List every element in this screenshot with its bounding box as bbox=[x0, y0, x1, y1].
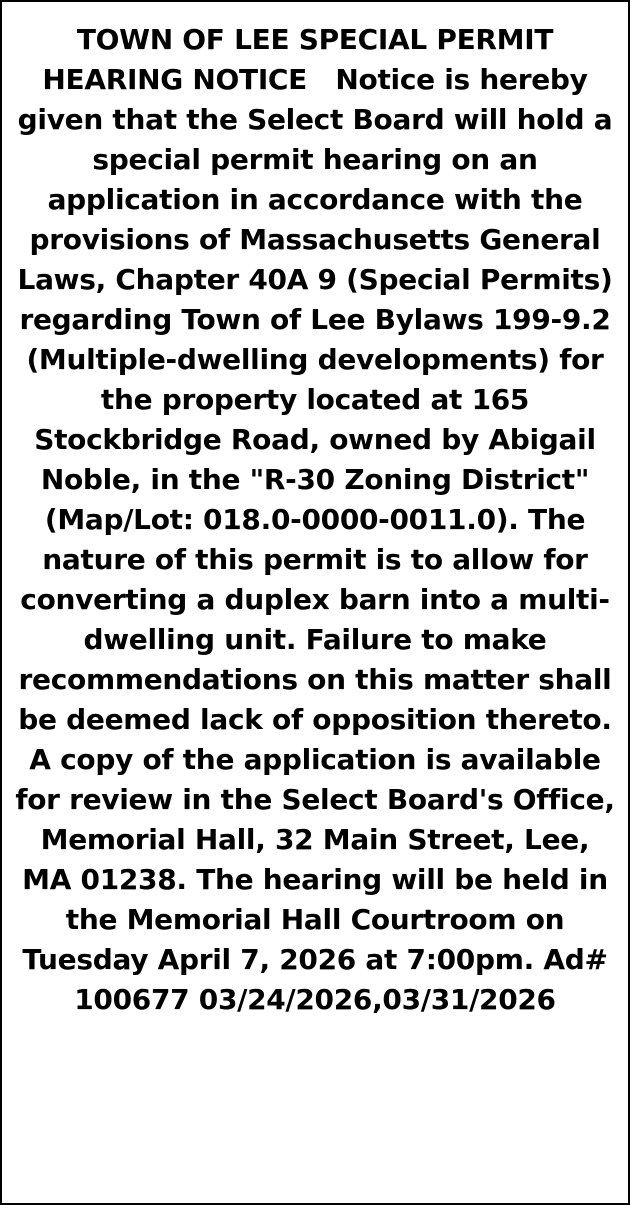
notice-body: Notice is hereby given that the Select Board will hold a special permit hearing on an application in accordance with the provisions of Massachusetts General Laws, Chapter 40A 9 (Special Permits) regarding Town of Lee Bylaws 199-9.2 (Multiple-dwelling developments) for the property located at 165 Stockbridge Road, owned by Abigail Noble, in the "R-30 Zoning District" (Map/Lot: 018.0-0000-0011.0). The nature of this permit is to allow for converting a duplex barn into a multi-dwelling unit. Failure to make recommendations on this matter shall be deemed lack of opposition thereto. A copy of the application is available for review in the Select Board's Office, Memorial Hall, 32 Main Street, Lee, MA 01238. The hearing will be held in the Memorial Hall Courtroom on Tuesday April 7, 2026 at 7:00pm. bbox=[15, 63, 625, 976]
notice-text bbox=[12, 20, 625, 1020]
notice-heading: TOWN OF LEE SPECIAL PERMIT HEARING NOTICE bbox=[42, 23, 563, 96]
ad-number-dates: Ad# 100677 03/24/2026,03/31/2026 bbox=[74, 943, 618, 1016]
